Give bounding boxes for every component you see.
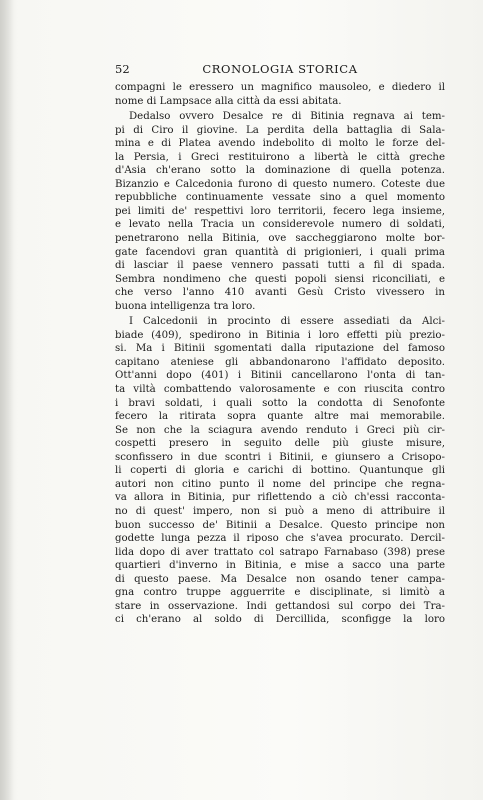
text-line: autori non citino punto il nome del principe che regna- [115, 478, 445, 490]
text-line: capitano ateniese gli abbandonarono l'affidato deposito. [115, 356, 445, 368]
text-line: quartieri d'inverno in Bitinia, e mise a sacco una parte [115, 560, 445, 572]
text-line: buon successo de' Bitinii a Desalce. Questo principe non [115, 519, 445, 531]
text-line: sconfissero in due scontri i Bitinii, e giunsero a Crisopo- [115, 451, 445, 463]
text-line: buona intelligenza tra loro. [115, 300, 256, 312]
text-line: Sembra nondimeno che questi popoli siensi riconciliati, e [115, 273, 445, 285]
text-line: cospetti presero in seguito delle più giuste misure, [115, 438, 445, 450]
text-line: gate facendovi gran quantità di prigionieri, i quali prima [115, 246, 445, 258]
text-line: nome di Lampsace alla città da essi abitata. [115, 95, 342, 107]
text-line: ci ch'erano al soldo di Dercillida, sconfigge la loro [115, 614, 445, 626]
text-line: Ott'anni dopo (401) i Bitinii cancellarono l'onta di tan- [115, 370, 445, 382]
text-line: no di quest' impero, non si può a meno di attribuire il [115, 505, 445, 517]
text-line: repubbliche continuamente vessate sino a quel momento [115, 192, 445, 204]
text-line: fecero la ritirata sopra quante altre mai memorabile. [115, 411, 445, 423]
running-title: CRONOLOGIA STORICA [202, 62, 358, 76]
paragraph [115, 110, 445, 313]
text-line: Bizanzio e Calcedonia furono di questo numero. Coteste due [115, 178, 445, 190]
text-line: I Calcedonii in procinto di essere assediati da Alci- [129, 316, 445, 328]
text-line: si. Ma i Bitinii sgomentati dalla riputazione del famoso [115, 343, 445, 355]
paragraph [115, 81, 445, 108]
text-line: mina e di Platea avendo indebolito di molto le forze del- [115, 138, 445, 150]
text-line: biade (409), spedirono in Bitinia i loro effetti più prezio- [115, 329, 445, 341]
text-line: lida dopo di aver trattato col satrapo Farnabaso (398) prese [115, 546, 445, 558]
binding-shadow [0, 0, 14, 800]
text-line: li coperti di gloria e carichi di bottino. Quantunque gli [115, 465, 445, 477]
page-number: 52 [115, 62, 130, 76]
text-line: Se non che la sciagura avendo renduto i Greci più cir- [115, 424, 445, 436]
text-line: di lasciar il paese vennero passati tutti a fil di spada. [115, 260, 445, 272]
text-line: compagni le eressero un magnifico mausoleo, e diedero il [115, 82, 445, 93]
text-line: pi di Ciro il giovine. La perdita della battaglia di Sala- [115, 124, 445, 136]
text-block [115, 62, 445, 627]
text-line: godette lunga pezza il riposo che s'avea procurato. Dercil- [115, 533, 445, 545]
text-line: di questo paese. Ma Desalce non osando tener campa- [115, 573, 445, 585]
text-line: e levato nella Tracia un considerevole numero di soldati, [115, 219, 445, 231]
text-line: gna contro truppe agguerrite e disciplinate, si limitò a [115, 587, 445, 599]
text-line: la Persia, i Greci restituirono a libertà le città greche [115, 151, 445, 163]
page-header [115, 62, 445, 78]
text-line: penetrarono nella Bitinia, ove saccheggiarono molte bor- [115, 233, 445, 245]
text-line: va allora in Bitinia, pur riflettendo a ciò ch'essi racconta- [115, 492, 445, 504]
paragraph [115, 315, 445, 627]
text-line: pei limiti de' respettivi loro territorii, fecero lega insieme, [115, 205, 445, 217]
text-line: Dedalso ovvero Desalce re di Bitinia regnava ai tem- [129, 111, 445, 123]
text-line: che verso l'anno 410 avanti Gesù Cristo vivessero in [115, 287, 445, 299]
text-line: stare in osservazione. Indi gettandosi sul corpo dei Tra- [115, 600, 445, 612]
text-line: ta viltà combattendo valorosamente e con riuscita contro [115, 384, 445, 396]
text-line: d'Asia ch'erano sotto la dominazione di quella potenza. [115, 165, 445, 177]
text-line: i bravi soldati, i quali sotto la condotta di Senofonte [115, 397, 445, 409]
